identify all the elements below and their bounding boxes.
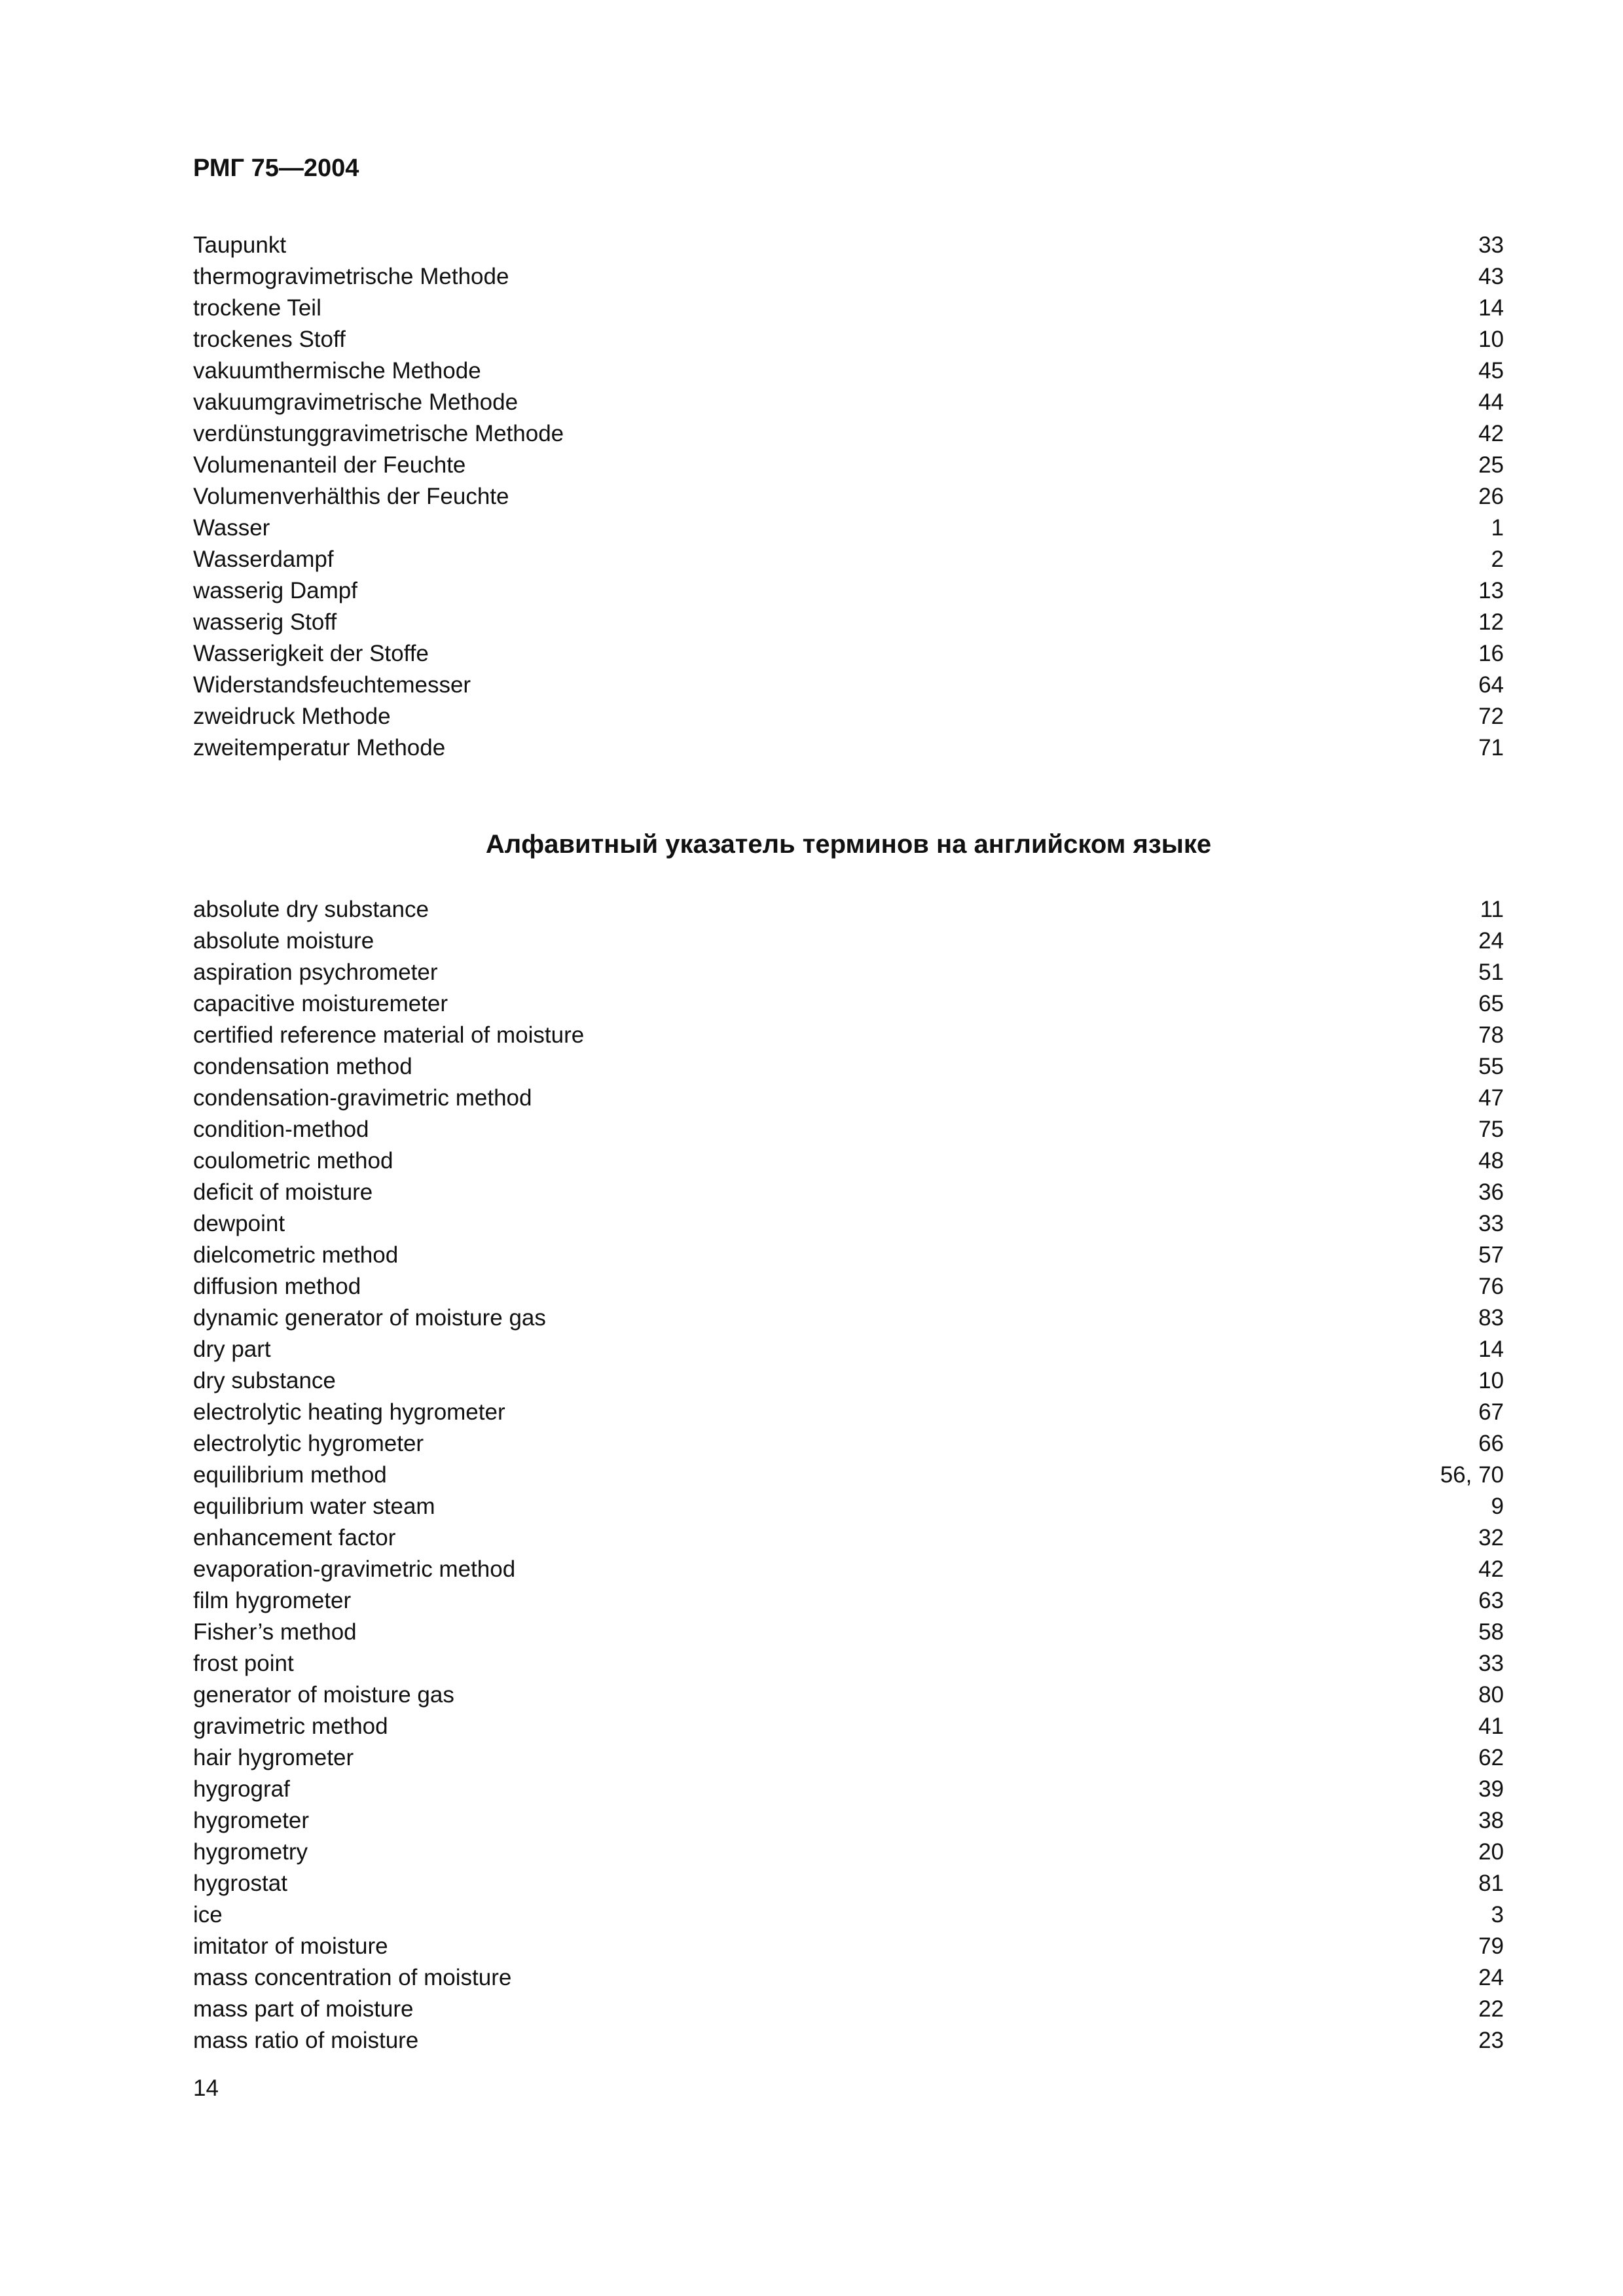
index-term: Taupunkt xyxy=(193,232,287,258)
index-number: 11 xyxy=(1480,897,1504,922)
index-term: condensation-gravimetric method xyxy=(193,1085,532,1111)
index-row xyxy=(193,1051,1504,1083)
index-row xyxy=(193,450,1504,481)
index-row xyxy=(193,1334,1504,1365)
index-term: trockenes Stoff xyxy=(193,327,346,352)
index-number: 38 xyxy=(1478,1808,1504,1833)
index-number: 39 xyxy=(1478,1776,1504,1802)
index-row xyxy=(193,1177,1504,1208)
index-number: 62 xyxy=(1478,1745,1504,1770)
index-row xyxy=(193,1554,1504,1585)
index-number: 51 xyxy=(1478,960,1504,985)
index-number: 14 xyxy=(1478,295,1504,321)
index-row xyxy=(193,1522,1504,1554)
index-term: absolute dry substance xyxy=(193,897,429,922)
index-row xyxy=(193,925,1504,957)
index-row xyxy=(193,1428,1504,1460)
index-term: Widerstandsfeuchtemesser xyxy=(193,672,471,698)
index-row xyxy=(193,1742,1504,1774)
german-term-index xyxy=(193,230,1504,764)
index-term: hygrometer xyxy=(193,1808,310,1833)
index-term: hair hygrometer xyxy=(193,1745,354,1770)
index-number: 9 xyxy=(1491,1494,1504,1519)
index-number: 33 xyxy=(1478,232,1504,258)
document-code: РМГ 75—2004 xyxy=(193,154,359,182)
index-number: 12 xyxy=(1478,609,1504,635)
page-number: 14 xyxy=(193,2075,219,2101)
index-number: 10 xyxy=(1478,1368,1504,1393)
index-row xyxy=(193,1271,1504,1302)
index-row xyxy=(193,1711,1504,1742)
index-number: 13 xyxy=(1478,578,1504,603)
index-term: mass concentration of moisture xyxy=(193,1965,512,1990)
index-term: mass ratio of moisture xyxy=(193,2028,419,2053)
english-index-heading: Алфавитный указатель терминов на английском языке xyxy=(485,830,1212,859)
index-term: aspiration psychrometer xyxy=(193,960,438,985)
index-row xyxy=(193,1302,1504,1334)
index-term: Fisher’s method xyxy=(193,1619,357,1645)
index-row xyxy=(193,1491,1504,1522)
index-row xyxy=(193,1397,1504,1428)
index-row xyxy=(193,1994,1504,2025)
index-number: 55 xyxy=(1478,1054,1504,1079)
index-row xyxy=(193,1208,1504,1240)
index-row xyxy=(193,1648,1504,1679)
index-row xyxy=(193,1460,1504,1491)
index-number: 72 xyxy=(1478,704,1504,729)
index-term: Wasser xyxy=(193,515,270,541)
index-term: Volumenanteil der Feuchte xyxy=(193,452,466,478)
index-number: 26 xyxy=(1478,484,1504,509)
index-row xyxy=(193,1837,1504,1868)
index-row xyxy=(193,1145,1504,1177)
index-number: 76 xyxy=(1478,1274,1504,1299)
index-number: 67 xyxy=(1478,1399,1504,1425)
index-term: hygrograf xyxy=(193,1776,290,1802)
index-row xyxy=(193,1931,1504,1962)
index-row xyxy=(193,607,1504,638)
index-number: 3 xyxy=(1491,1902,1504,1928)
index-term: frost point xyxy=(193,1651,294,1676)
index-row xyxy=(193,1020,1504,1051)
index-number: 20 xyxy=(1478,1839,1504,1865)
index-number: 47 xyxy=(1478,1085,1504,1111)
index-term: diffusion method xyxy=(193,1274,361,1299)
index-row xyxy=(193,230,1504,261)
index-number: 32 xyxy=(1478,1525,1504,1551)
index-term: dielcometric method xyxy=(193,1242,399,1268)
index-number: 43 xyxy=(1478,264,1504,289)
index-number: 71 xyxy=(1478,735,1504,761)
index-number: 75 xyxy=(1478,1117,1504,1142)
index-number: 36 xyxy=(1478,1179,1504,1205)
index-number: 83 xyxy=(1478,1305,1504,1331)
index-term: ice xyxy=(193,1902,223,1928)
index-row xyxy=(193,638,1504,670)
index-number: 24 xyxy=(1478,928,1504,954)
index-row xyxy=(193,1365,1504,1397)
index-row xyxy=(193,670,1504,701)
index-term: condensation method xyxy=(193,1054,412,1079)
index-term: certified reference material of moisture xyxy=(193,1022,585,1048)
index-row xyxy=(193,1240,1504,1271)
index-row xyxy=(193,355,1504,387)
index-number: 66 xyxy=(1478,1431,1504,1456)
index-term: thermogravimetrische Methode xyxy=(193,264,509,289)
index-term: dynamic generator of moisture gas xyxy=(193,1305,546,1331)
index-number: 33 xyxy=(1478,1211,1504,1236)
index-number: 56, 70 xyxy=(1440,1462,1504,1488)
index-term: evaporation-gravimetric method xyxy=(193,1556,516,1582)
index-row xyxy=(193,1083,1504,1114)
index-row xyxy=(193,1679,1504,1711)
index-term: equilibrium water steam xyxy=(193,1494,435,1519)
index-term: capacitive moisturemeter xyxy=(193,991,448,1016)
index-row xyxy=(193,988,1504,1020)
index-number: 25 xyxy=(1478,452,1504,478)
index-term: film hygrometer xyxy=(193,1588,352,1613)
index-row xyxy=(193,1774,1504,1805)
index-row xyxy=(193,1114,1504,1145)
index-number: 1 xyxy=(1491,515,1504,541)
index-number: 16 xyxy=(1478,641,1504,666)
index-number: 45 xyxy=(1478,358,1504,384)
index-row xyxy=(193,701,1504,732)
index-number: 33 xyxy=(1478,1651,1504,1676)
index-row xyxy=(193,1868,1504,1899)
index-number: 44 xyxy=(1478,389,1504,415)
index-number: 57 xyxy=(1478,1242,1504,1268)
index-term: Volumenverhälthis der Feuchte xyxy=(193,484,509,509)
index-term: Wasserigkeit der Stoffe xyxy=(193,641,429,666)
index-term: dewpoint xyxy=(193,1211,285,1236)
index-row xyxy=(193,1585,1504,1617)
index-number: 42 xyxy=(1478,1556,1504,1582)
index-term: imitator of moisture xyxy=(193,1933,388,1959)
index-number: 80 xyxy=(1478,1682,1504,1708)
index-number: 63 xyxy=(1478,1588,1504,1613)
index-number: 79 xyxy=(1478,1933,1504,1959)
index-row xyxy=(193,387,1504,418)
index-term: zweitemperatur Methode xyxy=(193,735,446,761)
index-row xyxy=(193,481,1504,512)
index-number: 2 xyxy=(1491,547,1504,572)
index-term: deficit of moisture xyxy=(193,1179,373,1205)
index-row xyxy=(193,1617,1504,1648)
index-term: electrolytic hygrometer xyxy=(193,1431,424,1456)
index-row xyxy=(193,575,1504,607)
index-row xyxy=(193,544,1504,575)
index-term: Wasserdampf xyxy=(193,547,334,572)
index-term: mass part of moisture xyxy=(193,1996,414,2022)
index-row xyxy=(193,1899,1504,1931)
index-number: 24 xyxy=(1478,1965,1504,1990)
index-term: dry substance xyxy=(193,1368,336,1393)
index-number: 22 xyxy=(1478,1996,1504,2022)
index-number: 48 xyxy=(1478,1148,1504,1174)
index-term: condition-method xyxy=(193,1117,369,1142)
index-row xyxy=(193,293,1504,324)
index-term: coulometric method xyxy=(193,1148,393,1174)
index-term: electrolytic heating hygrometer xyxy=(193,1399,505,1425)
index-term: enhancement factor xyxy=(193,1525,396,1551)
index-row xyxy=(193,1962,1504,1994)
index-number: 23 xyxy=(1478,2028,1504,2053)
english-term-index xyxy=(193,894,1504,2056)
index-row xyxy=(193,418,1504,450)
index-term: equilibrium method xyxy=(193,1462,387,1488)
index-term: generator of moisture gas xyxy=(193,1682,454,1708)
index-term: wasserig Stoff xyxy=(193,609,337,635)
index-number: 10 xyxy=(1478,327,1504,352)
index-term: dry part xyxy=(193,1336,271,1362)
index-number: 81 xyxy=(1478,1871,1504,1896)
index-row xyxy=(193,512,1504,544)
index-row xyxy=(193,957,1504,988)
index-row xyxy=(193,1805,1504,1837)
index-term: trockene Teil xyxy=(193,295,321,321)
index-number: 78 xyxy=(1478,1022,1504,1048)
index-number: 42 xyxy=(1478,421,1504,446)
index-term: hygrometry xyxy=(193,1839,308,1865)
index-row xyxy=(193,324,1504,355)
index-number: 41 xyxy=(1478,1713,1504,1739)
index-term: hygrostat xyxy=(193,1871,287,1896)
index-row xyxy=(193,894,1504,925)
index-term: verdünstunggravimetrische Methode xyxy=(193,421,564,446)
index-number: 64 xyxy=(1478,672,1504,698)
index-row xyxy=(193,732,1504,764)
index-row xyxy=(193,2025,1504,2056)
index-term: zweidruck Methode xyxy=(193,704,391,729)
index-term: vakuumthermische Methode xyxy=(193,358,481,384)
index-number: 58 xyxy=(1478,1619,1504,1645)
index-term: vakuumgravimetrische Methode xyxy=(193,389,519,415)
index-term: absolute moisture xyxy=(193,928,374,954)
index-term: gravimetric method xyxy=(193,1713,388,1739)
index-term: wasserig Dampf xyxy=(193,578,357,603)
index-number: 65 xyxy=(1478,991,1504,1016)
index-row xyxy=(193,261,1504,293)
index-number: 14 xyxy=(1478,1336,1504,1362)
